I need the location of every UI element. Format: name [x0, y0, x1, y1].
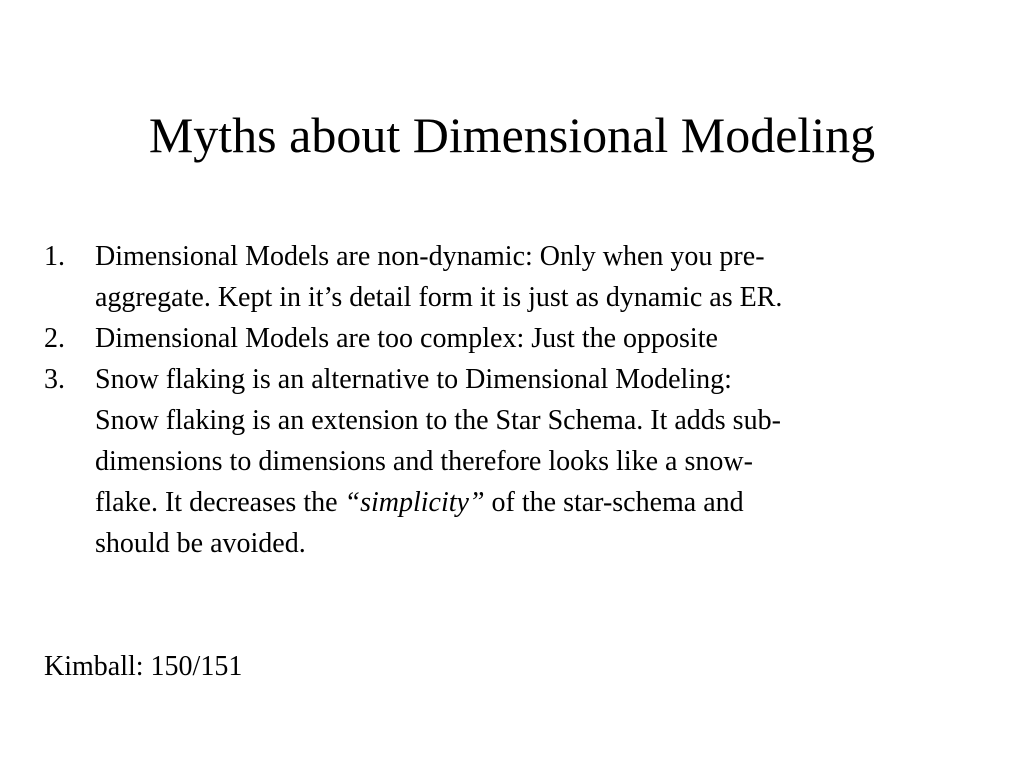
- list-item-line: Snow flaking is an extension to the Star Schema. It adds sub-: [95, 405, 781, 436]
- slide-title: Myths about Dimensional Modeling: [148, 107, 876, 163]
- list-item-line: aggregate. Kept in it’s detail form it is just as dynamic as ER.: [95, 282, 783, 313]
- list-item-number: 3.: [44, 364, 65, 395]
- emphasized-term: “simplicity”: [344, 487, 485, 518]
- list-item: [44, 359, 1004, 564]
- list-item-line: dimensions to dimensions and therefore looks like a snow-: [95, 446, 753, 477]
- list-item-number: 1.: [44, 241, 65, 272]
- list-item: [44, 236, 1004, 318]
- list-item-line: Dimensional Models are too complex: Just the opposite: [95, 323, 718, 354]
- list-item-line: Dimensional Models are non-dynamic: Only when you pre-: [95, 241, 765, 272]
- myths-list: [44, 236, 1004, 564]
- list-item-text: flake. It decreases the: [95, 487, 345, 518]
- list-item-text: of the star-schema and: [484, 487, 744, 518]
- source-citation: Kimball: 150/151: [44, 651, 243, 682]
- list-item-number: 2.: [44, 323, 65, 354]
- list-item-line-mixed: [95, 482, 1004, 523]
- list-item-line: Snow flaking is an alternative to Dimensional Modeling:: [95, 364, 732, 395]
- list-item-line: should be avoided.: [95, 528, 306, 559]
- list-item: [44, 318, 1004, 359]
